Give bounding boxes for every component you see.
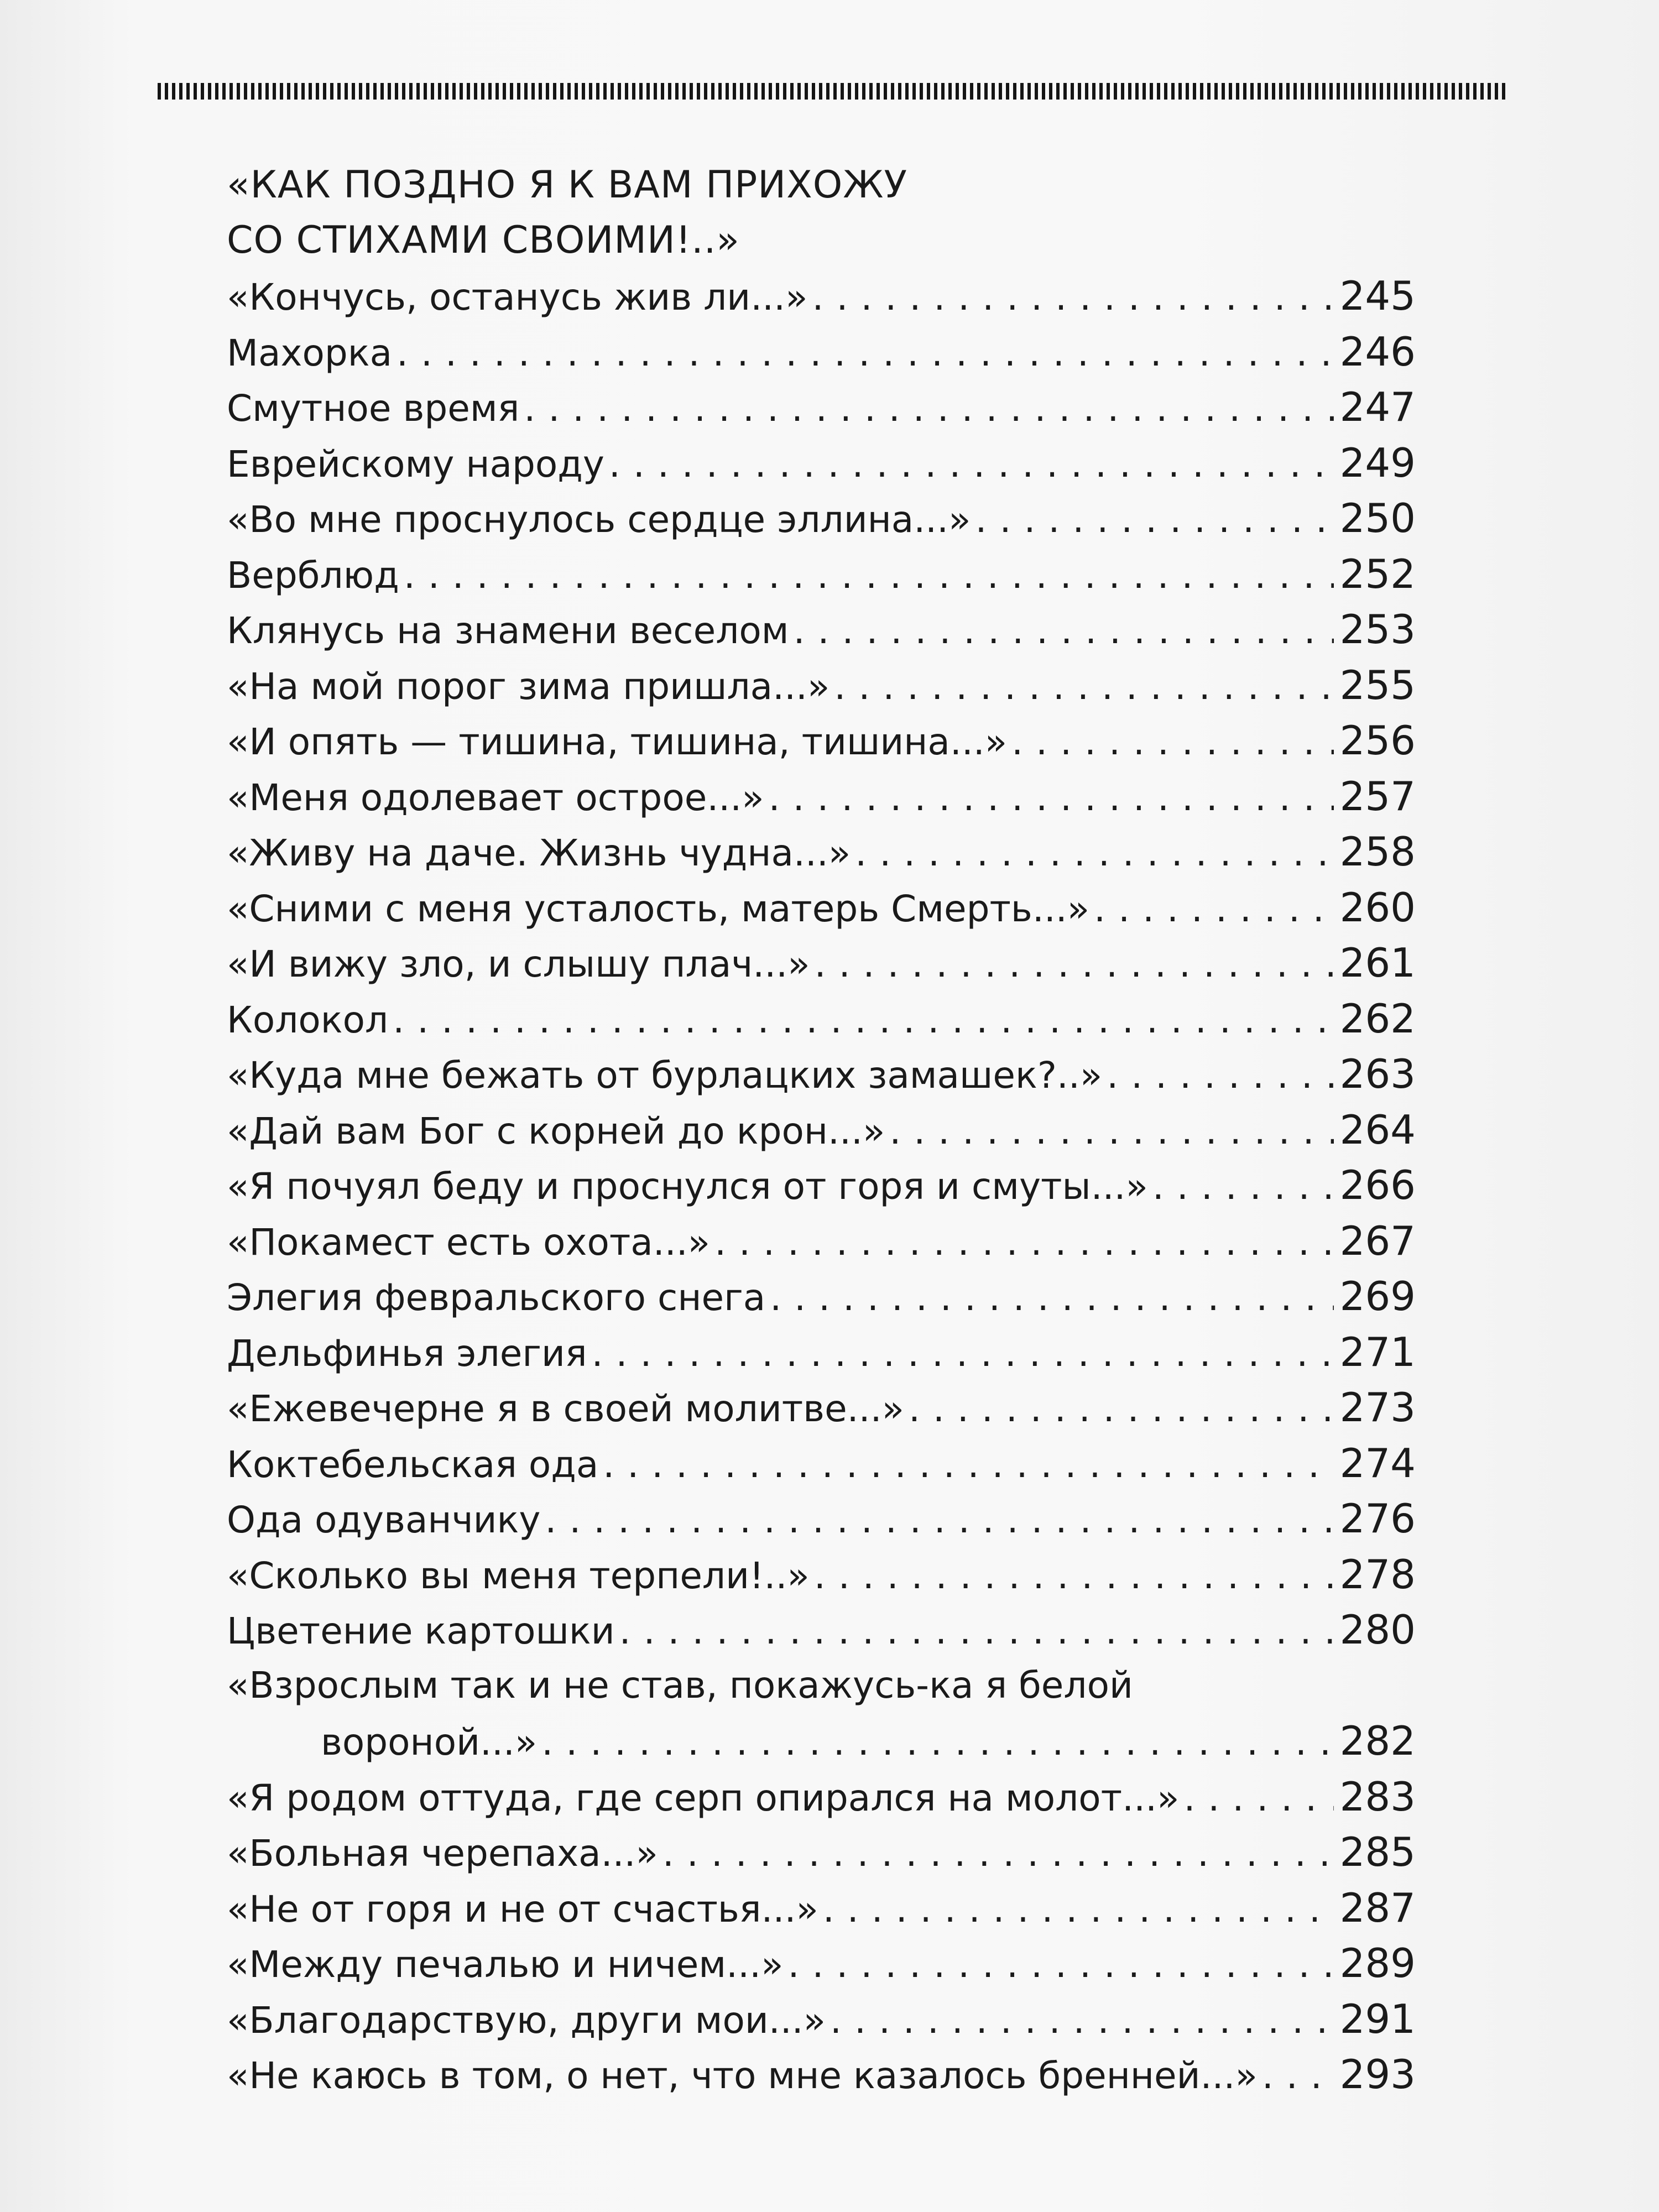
dot-leader (770, 1270, 1334, 1326)
toc-entry-page: 253 (1339, 606, 1416, 653)
dot-leader (788, 1937, 1334, 1993)
dot-leader (1107, 1048, 1334, 1104)
dot-leader (609, 437, 1334, 493)
toc-entry-title: Махорка (227, 331, 393, 374)
toc-entry-title: Коктебельская ода (227, 1443, 599, 1486)
dot-leader (815, 937, 1334, 993)
toc-entry-title: «Между печалью и ничем...» (227, 1943, 784, 1986)
dot-leader (541, 1715, 1334, 1771)
toc-entry-page: 263 (1339, 1051, 1416, 1097)
dot-leader (830, 1993, 1334, 2049)
toc-entry-title: Еврейскому народу (227, 442, 604, 486)
dot-leader (714, 1215, 1334, 1271)
toc-entry (227, 546, 1416, 602)
dot-leader (545, 1493, 1334, 1548)
toc-entry (227, 658, 1416, 713)
toc-entry-page: 287 (1339, 1884, 1416, 1931)
toc-entry-page: 257 (1339, 773, 1416, 820)
toc-entry (227, 324, 1416, 380)
toc-entry-title: «Куда мне бежать от бурлацких замашек?..» (227, 1054, 1103, 1097)
toc-entry-page: 289 (1339, 1940, 1416, 1986)
toc-entry-title: вороной...» (321, 1721, 538, 1764)
dot-leader (1094, 881, 1334, 937)
toc-entry-page: 280 (1339, 1606, 1416, 1653)
toc-entry-page: 255 (1339, 661, 1416, 708)
toc-entry (227, 769, 1416, 825)
dot-leader (975, 492, 1334, 548)
toc-entry-title: «И вижу зло, и слышу плач...» (227, 943, 810, 985)
toc-entry (227, 1713, 1416, 1769)
toc-entry-title: Ода одуванчику (227, 1499, 541, 1541)
toc-entry (227, 1824, 1416, 1880)
dot-leader (823, 1882, 1334, 1938)
toc-entry-page: 260 (1339, 884, 1416, 931)
toc-entry-page: 274 (1339, 1439, 1416, 1486)
toc-entry (227, 435, 1416, 491)
dot-leader (1011, 714, 1334, 770)
toc-entry-title: «Сколько вы меня терпели!..» (227, 1554, 810, 1597)
toc-entry (227, 602, 1416, 658)
dot-leader (814, 1548, 1334, 1604)
toc-entry-title: «Во мне проснулось сердце эллина...» (227, 498, 971, 541)
toc-entry-page: 285 (1339, 1829, 1416, 1875)
toc-entry-title: «Дай вам Бог с корней до крон...» (227, 1109, 885, 1152)
dot-leader (393, 993, 1334, 1048)
toc-entry (227, 491, 1416, 546)
toc-entry (227, 991, 1416, 1047)
toc-entry (227, 1436, 1416, 1491)
toc-entry-page: 273 (1339, 1384, 1416, 1431)
toc-entry-page: 261 (1339, 940, 1416, 986)
toc-entry (227, 1269, 1416, 1324)
toc-entry-page: 271 (1339, 1328, 1416, 1375)
dot-leader (909, 1381, 1334, 1437)
toc-entry-title: «И опять — тишина, тишина, тишина...» (227, 721, 1008, 763)
toc-entry-page: 264 (1339, 1106, 1416, 1153)
toc-entry (227, 935, 1416, 991)
toc-entry (227, 1658, 1416, 1714)
toc-entry-title: Дельфинья элегия (227, 1332, 587, 1375)
toc-entry-title: «Покамест есть охота...» (227, 1220, 711, 1264)
toc-entry-page: 258 (1339, 828, 1416, 875)
dot-leader (1152, 1159, 1334, 1215)
toc-entry-page: 256 (1339, 717, 1416, 764)
toc-entry-title: «Сними с меня усталость, матерь Смерть...» (227, 887, 1090, 930)
toc-entry-title: «Кончусь, останусь жив ли...» (227, 276, 808, 319)
dot-leader (662, 1826, 1334, 1882)
toc-entry-page: 276 (1339, 1495, 1416, 1542)
toc-entry (227, 1547, 1416, 1603)
toc-entry-page: 247 (1339, 384, 1416, 430)
toc-entry-page: 282 (1339, 1718, 1416, 1764)
toc-entry (227, 1102, 1416, 1158)
dot-leader (1183, 1771, 1334, 1827)
toc-entry (227, 1769, 1416, 1825)
section-heading-line: «КАК ПОЗДНО Я К ВАМ ПРИХОЖУ (227, 163, 907, 207)
dot-leader (855, 826, 1334, 881)
toc-entry (227, 1602, 1416, 1658)
dot-leader (603, 1437, 1334, 1493)
table-of-contents (227, 158, 1416, 2103)
top-rule (158, 83, 1507, 100)
dot-leader (794, 603, 1334, 659)
toc-entry-page: 269 (1339, 1273, 1416, 1319)
dot-leader (812, 270, 1334, 326)
toc-entry-title: «Больная черепаха...» (227, 1832, 658, 1875)
dot-leader (1262, 2048, 1334, 2104)
section-heading (227, 158, 1416, 268)
toc-entry-page: 291 (1339, 1995, 1416, 2042)
toc-entry (227, 268, 1416, 324)
toc-entry (227, 1991, 1416, 2047)
toc-entry (227, 1046, 1416, 1102)
toc-entry-page: 262 (1339, 995, 1416, 1042)
toc-entry (227, 2047, 1416, 2103)
toc-entry-title: «Ежевечерне я в своей молитве...» (227, 1387, 904, 1430)
toc-entry (227, 1157, 1416, 1213)
dot-leader (592, 1326, 1334, 1382)
toc-entry-title: «Не от горя и не от счастья...» (227, 1887, 818, 1931)
toc-entry (227, 1880, 1416, 1936)
toc-entry (227, 1936, 1416, 1991)
toc-entry-page: 267 (1339, 1217, 1416, 1264)
toc-entry (227, 880, 1416, 936)
toc-entry-page: 245 (1339, 273, 1416, 319)
toc-entry (227, 1491, 1416, 1547)
dot-leader (889, 1104, 1334, 1160)
toc-entry-title: Верблюд (227, 554, 399, 597)
toc-entry-page: 266 (1339, 1162, 1416, 1208)
toc-entry-title: «Живу на даче. Жизнь чудна...» (227, 832, 851, 874)
toc-entry-title: «Меня одолевает острое...» (227, 776, 764, 819)
toc-entry (227, 1324, 1416, 1380)
toc-entry-title: «Благодарствую, други мои...» (227, 1999, 826, 2042)
section-heading-line: СО СТИХАМИ СВОИМИ!..» (227, 218, 740, 262)
toc-entry (227, 1380, 1416, 1436)
toc-entry-title: Смутное время (227, 387, 520, 430)
toc-entry (227, 713, 1416, 769)
toc-entry-page: 278 (1339, 1551, 1416, 1598)
toc-entry-title: «Не каюсь в том, о нет, что мне казалось бренней...» (227, 2054, 1258, 2097)
dot-leader (769, 770, 1334, 826)
dot-leader (404, 548, 1334, 604)
toc-entry-page: 283 (1339, 1773, 1416, 1820)
toc-entry (227, 1213, 1416, 1269)
toc-entry-page: 293 (1339, 2051, 1416, 2098)
toc-entry-page: 249 (1339, 439, 1416, 486)
toc-entry-page: 250 (1339, 495, 1416, 541)
toc-entry-page: 252 (1339, 550, 1416, 597)
toc-entry-title: Элегия февральского снега (227, 1276, 766, 1319)
toc-entry-title: «Я почуял беду и проснулся от горя и смуты...» (227, 1165, 1148, 1208)
toc-entry-title: «Я родом оттуда, где серп опирался на молот...» (227, 1776, 1180, 1819)
dot-leader (524, 381, 1334, 437)
toc-entry-title: Клянусь на знамени веселом (227, 609, 789, 652)
toc-entry (227, 379, 1416, 435)
toc-entry (227, 824, 1416, 880)
dot-leader (397, 326, 1334, 382)
toc-entry-title: Цветение картошки (227, 1610, 615, 1652)
toc-entry-title: Колокол (227, 998, 389, 1041)
toc-entry-page: 246 (1339, 328, 1416, 375)
dot-leader (834, 659, 1334, 715)
dot-leader (619, 1604, 1334, 1660)
toc-entry-title: «Взрослым так и не став, покажусь-ка я белой (227, 1663, 1133, 1707)
toc-entry-title: «На мой порог зима пришла...» (227, 665, 830, 708)
